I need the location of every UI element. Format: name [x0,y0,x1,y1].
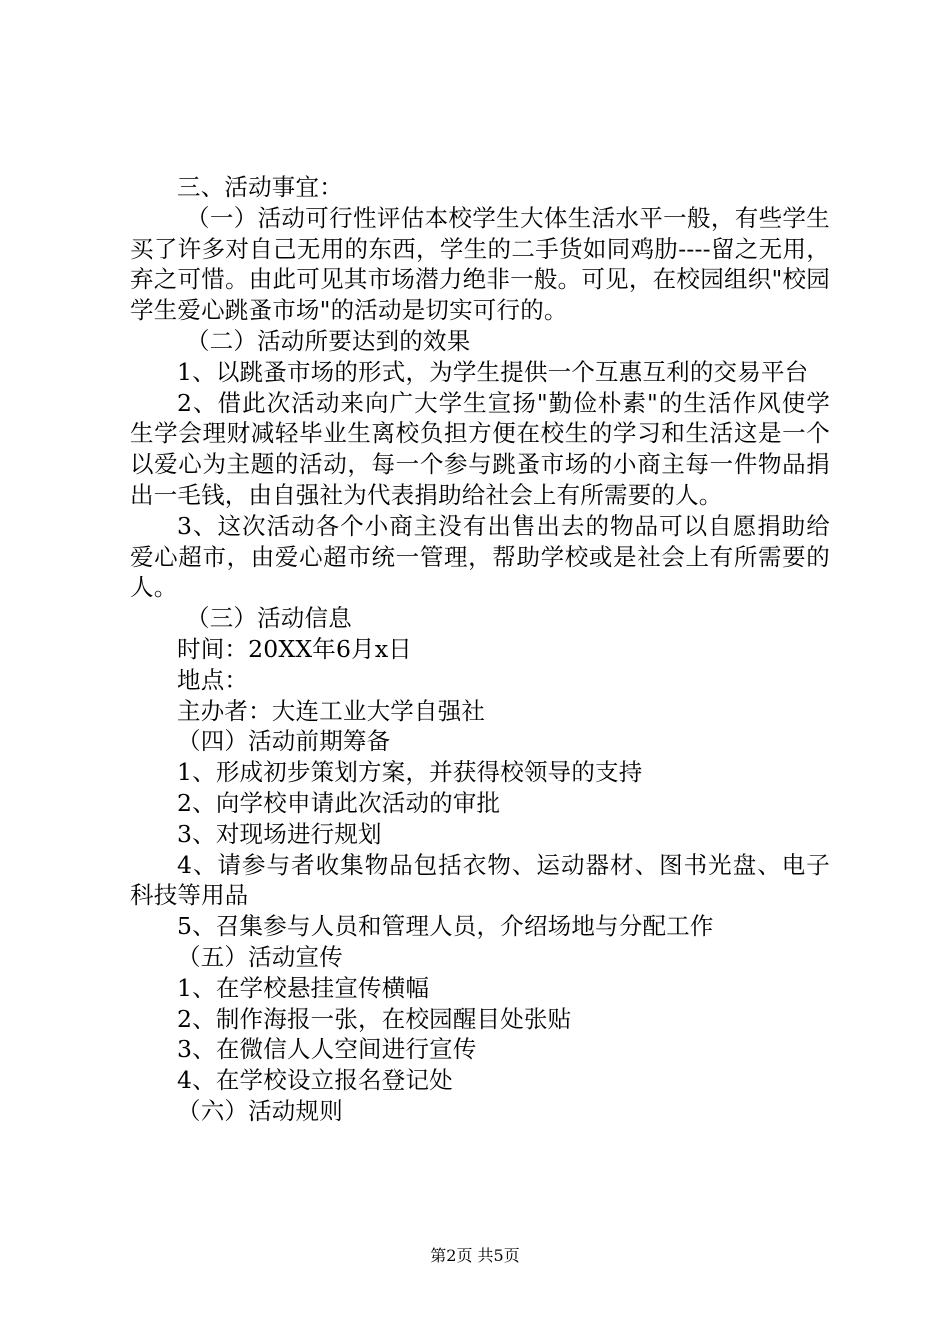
list-item-effect-3: 3、这次活动各个小商主没有出售出去的物品可以自愿捐助给爱心超市，由爱心超市统一管理，帮助学校或是社会上有所需要的人。 [130,511,830,602]
document-body [130,172,830,1127]
subheading-effects: （二）活动所要达到的效果 [186,326,471,355]
list-item-promo-1: 1、在学校悬挂宣传横幅 [177,973,430,1002]
subheading-info: （三）活动信息 [186,604,352,633]
page-footer: 第2页 共5页 [430,1246,520,1265]
list-item-promo-4: 4、在学校设立报名登记处 [177,1066,453,1095]
list-item-effect-2: 2、借此次活动来向广大学生宣扬"勤俭朴素"的生活作风使学生学会理财减轻毕业生离校负担方便在校生的学习和生活这是一个以爱心为主题的活动，每一个参与跳蚤市场的小商主每一件物品捐出一毛钱，由自强社为代表捐助给社会上有所需要的人。 [130,388,830,509]
list-item-promo-2: 2、制作海报一张，在校园醒目处张贴 [177,1004,572,1033]
list-item-effect-1: 1、以跳蚤市场的形式，为学生提供一个互惠互利的交易平台 [177,357,809,386]
subheading-preparation: （四）活动前期筹备 [177,727,391,756]
subheading-promotion: （五）活动宣传 [177,942,343,971]
list-item-promo-3: 3、在微信人人空间进行宣传 [177,1035,477,1064]
list-item-prep-2: 2、向学校申请此次活动的审批 [177,788,501,817]
info-time: 时间：20XX年6月x日 [177,634,412,663]
list-item-prep-5: 5、召集参与人员和管理人员，介绍场地与分配工作 [177,912,714,941]
section-heading-activity-matters: 三、活动事宜： [177,173,343,201]
subheading-rules: （六）活动规则 [177,1096,343,1125]
paragraph-feasibility: （一）活动可行性评估本校学生大体生活水平一般，有些学生买了许多对自己无用的东西，学生的二手货如同鸡肋----留之无用，弃之可惜。由此可见其市场潜力绝非一般。可见，在校园组织"校园学生爱心跳蚤市场"的活动是切实可行的。 [130,203,830,325]
list-item-prep-4: 4、请参与者收集物品包括衣物、运动器材、图书光盘、电子科技等用品 [130,850,830,910]
info-location: 地点： [177,665,249,694]
info-organizer: 主办者：大连工业大学自强社 [177,696,486,725]
list-item-prep-1: 1、形成初步策划方案，并获得校领导的支持 [177,758,643,787]
list-item-prep-3: 3、对现场进行规划 [177,819,382,848]
